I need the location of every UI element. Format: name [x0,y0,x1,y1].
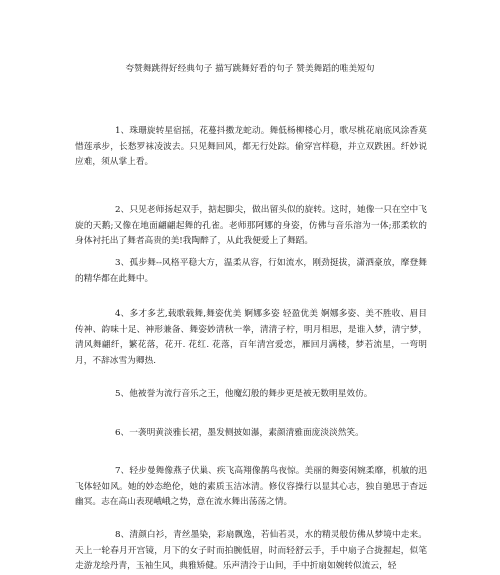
paragraph-7: 7、轻步曼舞像燕子伏巢、疾飞高翔像鹊鸟夜惊。美丽的舞姿闲婉柔靡，机敏的迅飞体轻如风。她的妙态绝伦，她的素质玉洁冰清。修仪容操行以显其心志，独自驰思于杳远幽冥。志在高山表现峨峨之势，意在流水舞出荡荡之情。 [75,466,427,508]
paragraph-1: 1、珠珊旋转星宿摇，花蔓抖擞龙蛇动。舞低杨柳楼心月，歌尽桃花扇底风涂香莫惜莲承步，长愁罗袜凌波去。只见舞回风，都无行处踪。偷穿宫样稳，并立双跌困。纤妙说应难，须从掌上看。 [75,126,427,168]
paragraph-4: 4、多才多艺,载歌载舞,舞姿优美 婀娜多姿 轻盈优美 婀娜多姿、美不胜收、眉目传神、韵味十足、神形兼备、舞姿妙清秋一拳，清清子柠，明月相思，是谁入梦，清宁梦，清风舞翩纤，繁花落，花开. 花红. 花落，百年清宫爱恋，雁回月满楼，梦若流星，一弯明月，不辞冰雪为卿热. [75,309,427,366]
paragraph-6: 6、一袭明黄淡雅长裙，墨发侧披如瀑，素颜清雅面庞淡淡然笑。 [115,428,364,438]
document-title: 夸赞舞跳得好经典句子 描写跳舞好看的句子 赞美舞蹈的唯美短句 [125,64,375,74]
paragraph-5: 5、他被誉为流行音乐之王，他魔幻般的舞步更是被无数明星效仿。 [115,389,373,399]
paragraph-2: 2、只见老师扬起双手，掂起脚尖，做出留头似的旋转。这时，她像一只在空中飞旋的天鹅;又像在地面翩翩起舞的孔雀。老师那阿娜的身姿，仿佛与音乐溶为一体;那柔软的身体衬托出了舞者高贵的美!我陶醉了，从此我便爱上了舞蹈。 [75,205,427,247]
paragraph-8: 8、清颜白衫，青丝墨染，彩扇飘逸，若仙若灵，水的精灵般仿佛从梦境中走来。天上一轮春月开宫镜，月下的女子时而拍腕低眉，时而轻舒云手，手中扇子合拢握起，似笔走游龙绘丹青，玉袖生风，典雅矫健。乐声清泠于山间，手中折扇如婉转似流云，轻 [75,530,427,572]
paragraph-3: 3、孤步舞--风格平稳大方，温柔从容，行如流水，刚劲挺拔，潇洒豪放，摩登舞的精华都在此舞中。 [75,258,427,284]
